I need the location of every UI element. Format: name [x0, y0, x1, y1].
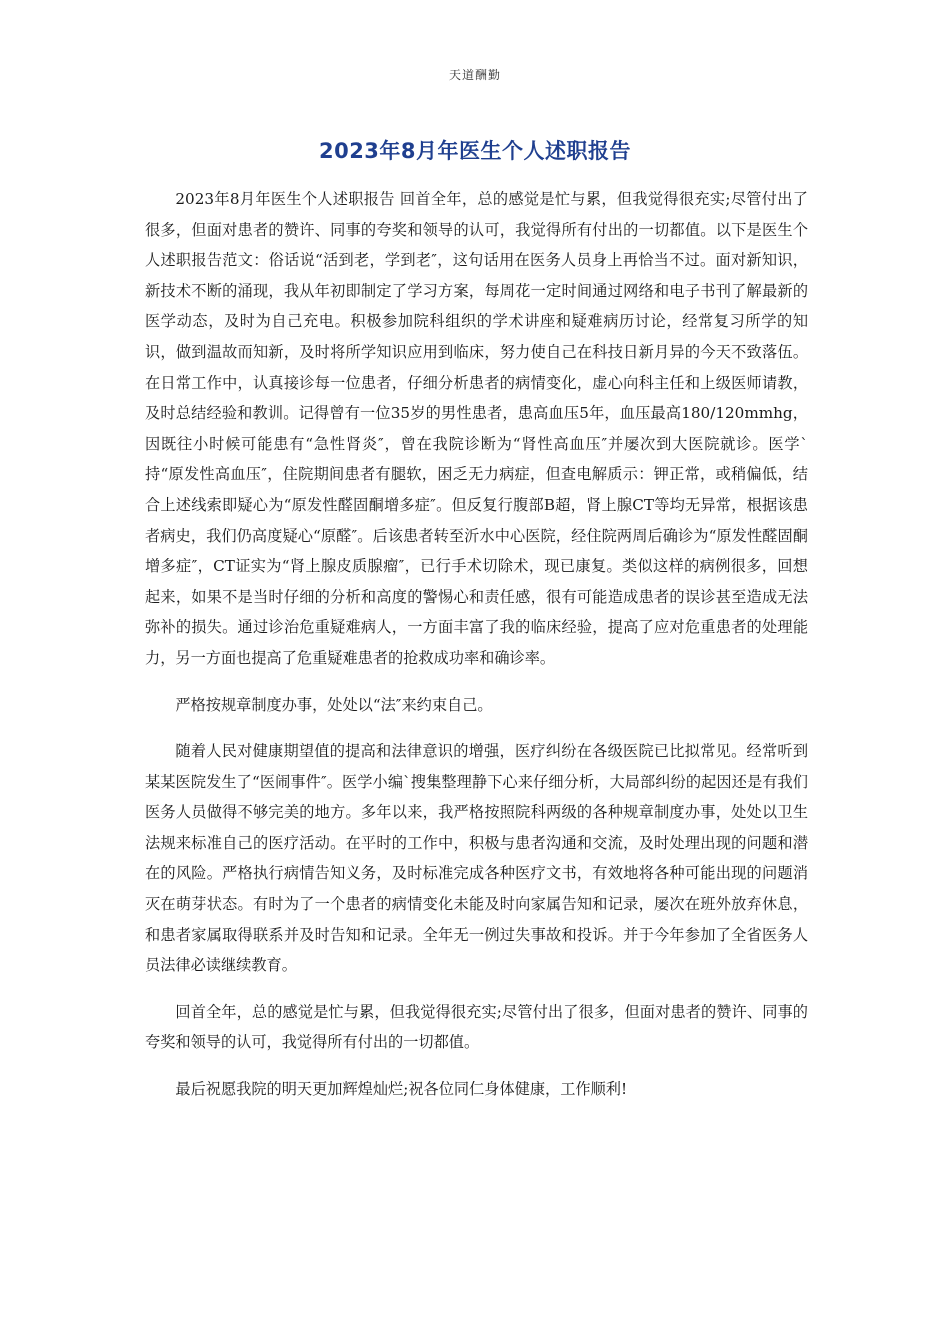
document-title: 2023年8月年医生个人述职报告 — [318, 139, 632, 163]
body-paragraph: 最后祝愿我院的明天更加辉煌灿烂;祝各位同仁身体健康，工作顺利! — [175, 1080, 628, 1099]
page-header: 天道酬勤 — [448, 68, 501, 82]
document-body — [145, 184, 808, 1105]
body-paragraph: 随着人民对健康期望值的提高和法律意识的增强，医疗纠纷在各级医院已比拟常见。经常听到某某医院发生了“医闹事件″。医学小编`搜集整理静下心来仔细分析，大局部纠纷的起因还是有我们医务人员做得不够完美的地方。多年以来，我严格按照院科两级的各种规章制度办事，处处以卫生法规来标准自己的医疗活动。在平时的工作中，积极与患者沟通和交流，及时处理出现的问题和潜在的风险。严格执行病情告知义务，及时标准完成各种医疗文书，有效地将各种可能出现的问题消灭在萌芽状态。有时为了一个患者的病情变化未能及时向家属告知和记录，屡次在班外放弃休息，和患者家属取得联系并及时告知和记录。全年无一例过失事故和投诉。并于今年参加了全省医务人员法律必读继续教育。 — [145, 742, 808, 975]
body-paragraph: 回首全年，总的感觉是忙与累，但我觉得很充实;尽管付出了很多，但面对患者的赞许、同事的夸奖和领导的认可，我觉得所有付出的一切都值。 — [145, 1002, 808, 1052]
body-paragraph: 严格按规章制度办事，处处以“法″来约束自己。 — [175, 695, 493, 714]
body-paragraph: 2023年8月年医生个人述职报告 回首全年，总的感觉是忙与累，但我觉得很充实;尽管付出了很多，但面对患者的赞许、同事的夸奖和领导的认可，我觉得所有付出的一切都值。以下是医生个人述职报告范文：俗话说“活到老，学到老″，这句话用在医务人员身上再恰当不过。面对新知识，新技术不断的涌现，我从年初即制定了学习方案，每周花一定时间通过网络和电子书刊了解最新的医学动态，及时为自己充电。积极参加院科组织的学术讲座和疑难病历讨论，经常复习所学的知识，做到温故而知新，及时将所学知识应用到临床，努力使自己在科技日新月异的今天不致落伍。在日常工作中，认真接诊每一位患者，仔细分析患者的病情变化，虚心向科主任和上级医师请教，及时总结经验和教训。记得曾有一位35岁的男性患者，患高血压5年，血压最高180/120mmhg，因既往小时候可能患有“急性肾炎″，曾在我院诊断为“肾性高血压″并屡次到大医院就诊。医学`持“原发性高血压″，住院期间患者有腿软，困乏无力病症，但查电解质示：钾正常，或稍偏低，结合上述线索即疑心为“原发性醛固酮增多症″。但反复行腹部B超，肾上腺CT等均无异常，根据该患者病史，我们仍高度疑心“原醛″。后该患者转至沂水中心医院，经住院两周后确诊为“原发性醛固酮增多症″，CT证实为“肾上腺皮质腺瘤″，已行手术切除术，现已康复。类似这样的病例很多，回想起来，如果不是当时仔细的分析和高度的警惕心和责任感，很有可能造成患者的误诊甚至造成无法弥补的损失。通过诊治危重疑难病人，一方面丰富了我的临床经验，提高了应对危重患者的处理能力，另一方面也提高了危重疑难患者的抢救成功率和确诊率。 — [145, 190, 808, 667]
